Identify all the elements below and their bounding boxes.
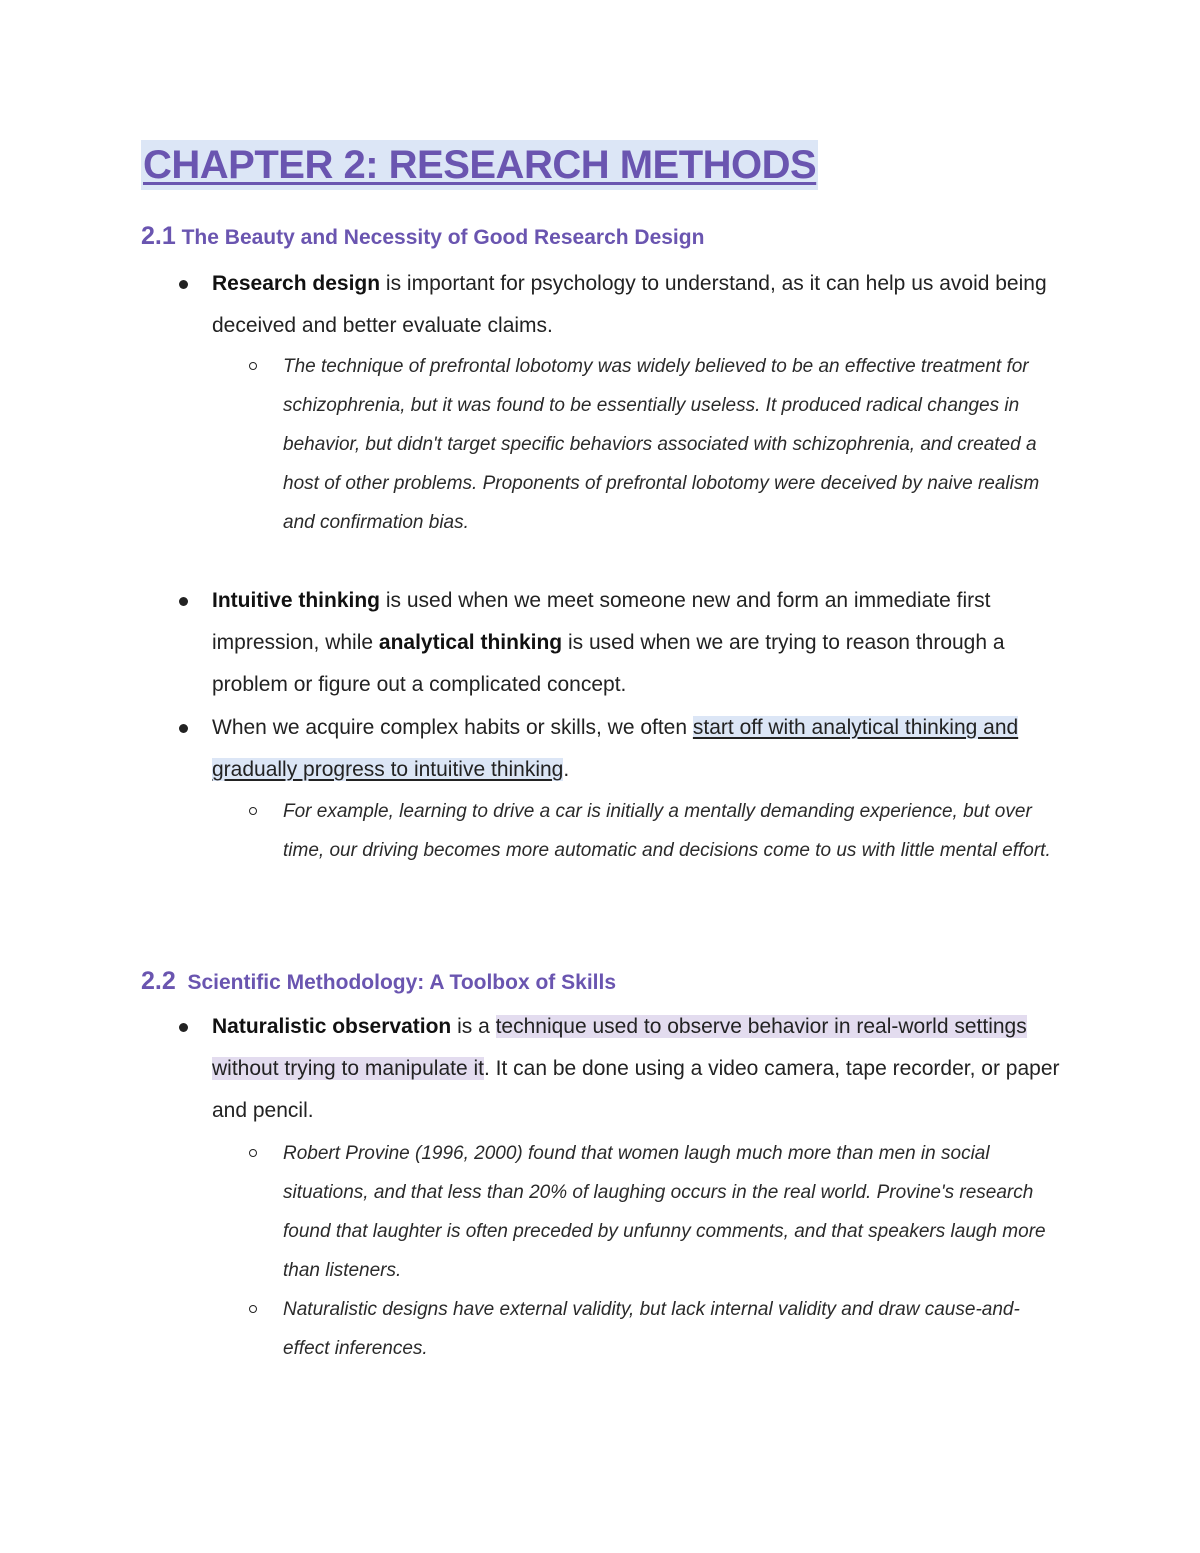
section-number: 2.1: [141, 222, 176, 250]
highlighted-text: technique used to observe behavior in real-world settings without trying to manipulate it: [212, 1015, 1027, 1080]
section-number: 2.2: [141, 967, 176, 995]
bullet-icon: [179, 724, 188, 733]
section-heading-2-2: [141, 966, 616, 998]
bullet-icon: [179, 597, 188, 606]
sub-list-item: [283, 1134, 1063, 1290]
item-text: . It can be done using a video camera, tape recorder, or paper and pencil.: [212, 1057, 1060, 1122]
highlighted-text: start off with analytical thinking and gradually progress to intuitive thinking: [212, 716, 1019, 781]
list-item: [212, 263, 1062, 347]
list-item: [212, 1006, 1062, 1132]
circle-bullet-icon: [249, 1305, 257, 1313]
list-item: [212, 580, 1062, 706]
sub-list-item: [283, 792, 1063, 870]
item-text: is used when we are trying to reason through a problem or figure out a complicated concept.: [212, 631, 1005, 696]
sub-item-text: The technique of prefrontal lobotomy was widely believed to be an effective treatment for schizophrenia, but it was found to be essentially useless. It produced radical changes in behavior, but didn't target specific behaviors associated with schizophrenia, and created a host of other problems. Proponents of prefrontal lobotomy were deceived by naive realism and confirmation bias.: [283, 356, 1040, 533]
section-title: The Beauty and Necessity of Good Research Design: [181, 226, 705, 249]
section-heading-2-1: [141, 221, 704, 253]
circle-bullet-icon: [249, 362, 257, 370]
circle-bullet-icon: [249, 807, 257, 815]
item-text: .: [563, 758, 570, 781]
sub-item-text: Naturalistic designs have external validity, but lack internal validity and draw cause-and-effect inferences.: [283, 1299, 1020, 1359]
item-text: When we acquire complex habits or skills, we often: [212, 716, 693, 739]
chapter-title: CHAPTER 2: RESEARCH METHODS: [141, 140, 818, 190]
circle-bullet-icon: [249, 1149, 257, 1157]
sub-item-text: For example, learning to drive a car is initially a mentally demanding experience, but over time, our driving becomes more automatic and decisions come to us with little mental effort.: [283, 801, 1051, 861]
key-term: Research design: [212, 272, 381, 295]
bullet-icon: [179, 280, 188, 289]
item-text: is used when we meet someone new and form an immediate first impression, while: [212, 589, 991, 654]
key-term: analytical thinking: [378, 631, 563, 654]
sub-list-item: [283, 1290, 1063, 1368]
item-text: is a: [451, 1015, 496, 1038]
section-title: Scientific Methodology: A Toolbox of Skills: [187, 971, 616, 994]
key-term: Intuitive thinking: [212, 589, 380, 612]
item-text: is important for psychology to understand, as it can help us avoid being deceived and better evaluate claims.: [212, 272, 1047, 337]
sub-item-text: Robert Provine (1996, 2000) found that women laugh much more than men in social situations, and that less than 20% of laughing occurs in the real world. Provine's research found that laughter is often preceded by unfunny comments, and that speakers laugh more than listeners.: [283, 1143, 1046, 1281]
list-item: [212, 707, 1062, 791]
sub-list-item: [283, 347, 1063, 542]
bullet-icon: [179, 1023, 188, 1032]
key-term: Naturalistic observation: [212, 1015, 452, 1038]
